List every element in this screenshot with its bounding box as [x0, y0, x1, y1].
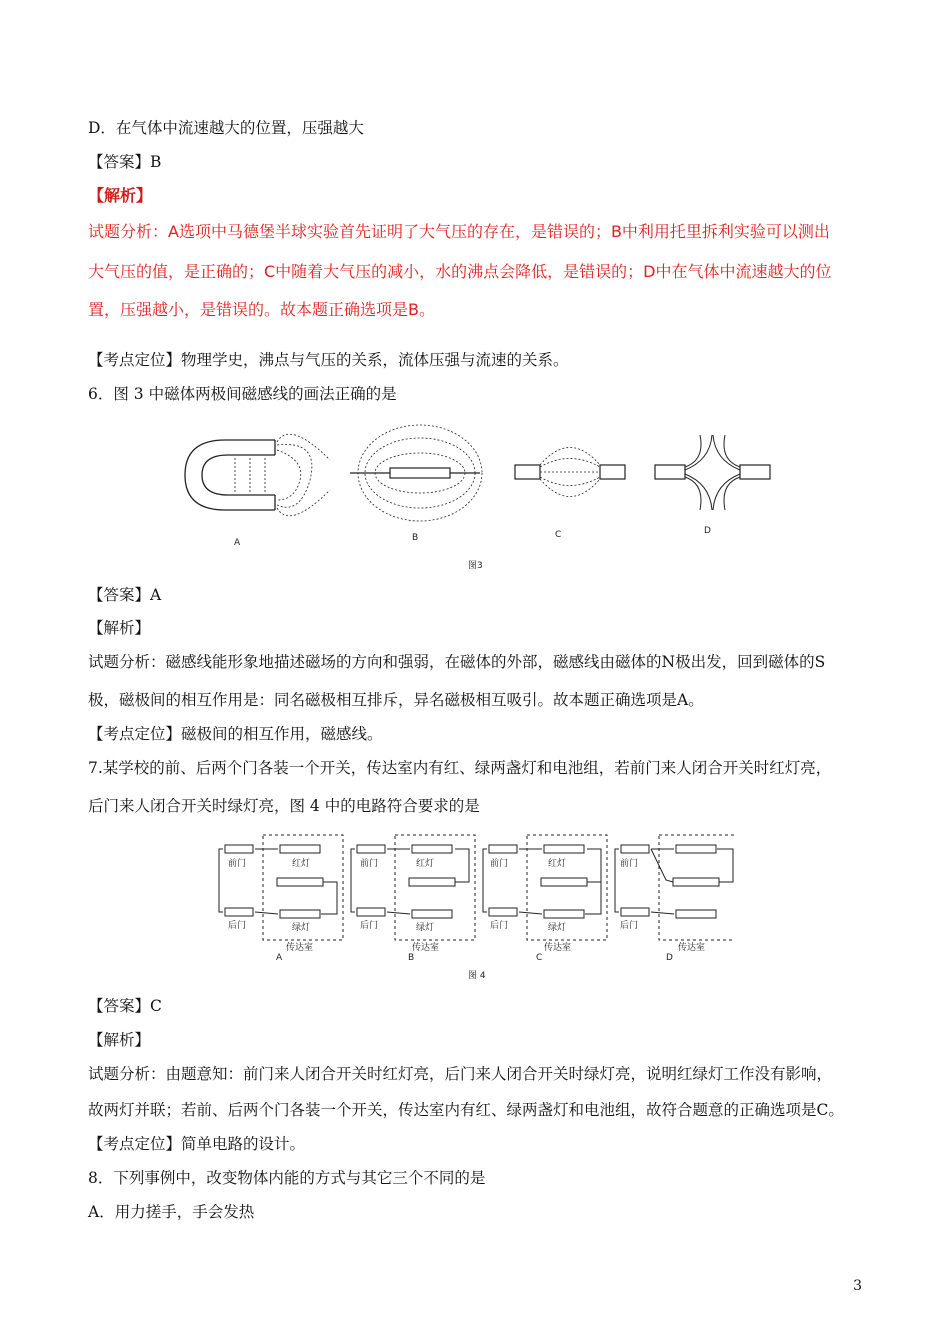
- fig4-label-a: A: [276, 953, 283, 963]
- fig4-b-green: 绿灯: [416, 923, 435, 933]
- q5-analysis-heading: 【解析】: [88, 186, 153, 205]
- q5-analysis-line-3: 置，压强越小，是错误的。故本题正确选项是B。: [88, 300, 435, 319]
- q5-analysis-line-1: 试题分析：A选项中马德堡半球实验首先证明了大气压的存在，是错误的；B中利用托里拆利实验可以测出: [88, 222, 830, 241]
- fig4-label-d: D: [666, 953, 673, 963]
- q6-answer: 【答案】A: [88, 586, 162, 604]
- q7-answer: 【答案】C: [88, 997, 162, 1015]
- fig4-c-room: 传达室: [544, 943, 572, 953]
- q7-analysis-heading: 【解析】: [88, 1031, 151, 1049]
- fig4-c-back: 后门: [490, 921, 509, 931]
- figure-3-label-d: D: [704, 526, 711, 536]
- fig4-a-red: 红灯: [292, 859, 311, 869]
- figure-3-svg: [180, 420, 780, 570]
- fig4-a-green: 绿灯: [292, 923, 311, 933]
- figure-4-caption: 图 4: [468, 971, 486, 981]
- fig4-b-red: 红灯: [416, 859, 435, 869]
- figure-3-d: [655, 435, 770, 510]
- page-number: 3: [853, 1278, 862, 1294]
- q6-kaodian: 【考点定位】磁极间的相互作用，磁感线。: [88, 725, 383, 743]
- figure-3-a: [185, 434, 330, 516]
- fig4-b-back: 后门: [360, 921, 379, 931]
- figure-3-b: [350, 425, 482, 521]
- q7-analysis-line-2: 故两灯并联；若前、后两个门各装一个开关，传达室内有红、绿两盏灯和电池组，故符合题意的正确选项是C。: [88, 1101, 844, 1119]
- figure-3-label-a: A: [234, 538, 241, 548]
- fig4-c-red: 红灯: [548, 859, 567, 869]
- fig4-d-back: 后门: [620, 921, 639, 931]
- fig4-label-b: B: [408, 953, 415, 963]
- fig4-b-front: 前门: [360, 859, 379, 869]
- q6-analysis-line-2: 极，磁极间的相互作用是：同名磁极相互排斥，异名磁极相互吸引。故本题正确选项是A。: [88, 691, 704, 709]
- q6-analysis-line-1: 试题分析：磁感线能形象地描述磁场的方向和强弱，在磁体的外部，磁感线由磁体的N极出发，回到磁体的S: [88, 653, 826, 671]
- q5-analysis-line-2: 大气压的值，是正确的；C中随着大气压的减小，水的沸点会降低，是错误的；D中在气体中流速越大的位: [88, 262, 832, 281]
- q7-stem-line-1: 7.某学校的前、后两个门各装一个开关，传达室内有红、绿两盏灯和电池组，若前门来人闭合开关时红灯亮，: [88, 759, 832, 777]
- q5-option-d: D．在气体中流速越大的位置，压强越大: [88, 119, 364, 137]
- q7-kaodian: 【考点定位】简单电路的设计。: [88, 1135, 306, 1153]
- figure-3-label-c: C: [555, 530, 562, 540]
- fig4-a-back: 后门: [228, 921, 247, 931]
- q8-stem: 8．下列事例中，改变物体内能的方式与其它三个不同的是: [88, 1169, 486, 1187]
- fig4-label-c: C: [536, 953, 543, 963]
- fig4-c-front: 前门: [490, 859, 509, 869]
- fig4-b-room: 传达室: [412, 943, 440, 953]
- figure-3-label-b: B: [412, 533, 419, 543]
- fig4-a-front: 前门: [228, 859, 247, 869]
- fig4-c-green: 绿灯: [548, 923, 567, 933]
- figure-3-c: [515, 448, 625, 497]
- q8-option-a: A．用力搓手，手会发热: [88, 1203, 255, 1221]
- figure-3-magnetic-fields: [180, 420, 780, 570]
- q7-analysis-line-1: 试题分析：由题意知：前门来人闭合开关时红灯亮，后门来人闭合开关时绿灯亮，说明红绿灯工作没有影响，: [88, 1065, 833, 1083]
- q6-stem: 6．图 3 中磁体两极间磁感线的画法正确的是: [88, 385, 397, 403]
- fig4-a-room: 传达室: [286, 943, 314, 953]
- figure-3-caption: 图3: [468, 561, 483, 571]
- fig4-d-room: 传达室: [678, 943, 706, 953]
- q5-kaodian: 【考点定位】物理学史，沸点与气压的关系，流体压强与流速的关系。: [88, 351, 569, 369]
- fig4-d-front: 前门: [620, 859, 639, 869]
- q5-answer: 【答案】B: [88, 153, 162, 171]
- q7-stem-line-2: 后门来人闭合开关时绿灯亮，图 4 中的电路符合要求的是: [88, 797, 480, 815]
- q6-analysis-heading: 【解析】: [88, 619, 151, 637]
